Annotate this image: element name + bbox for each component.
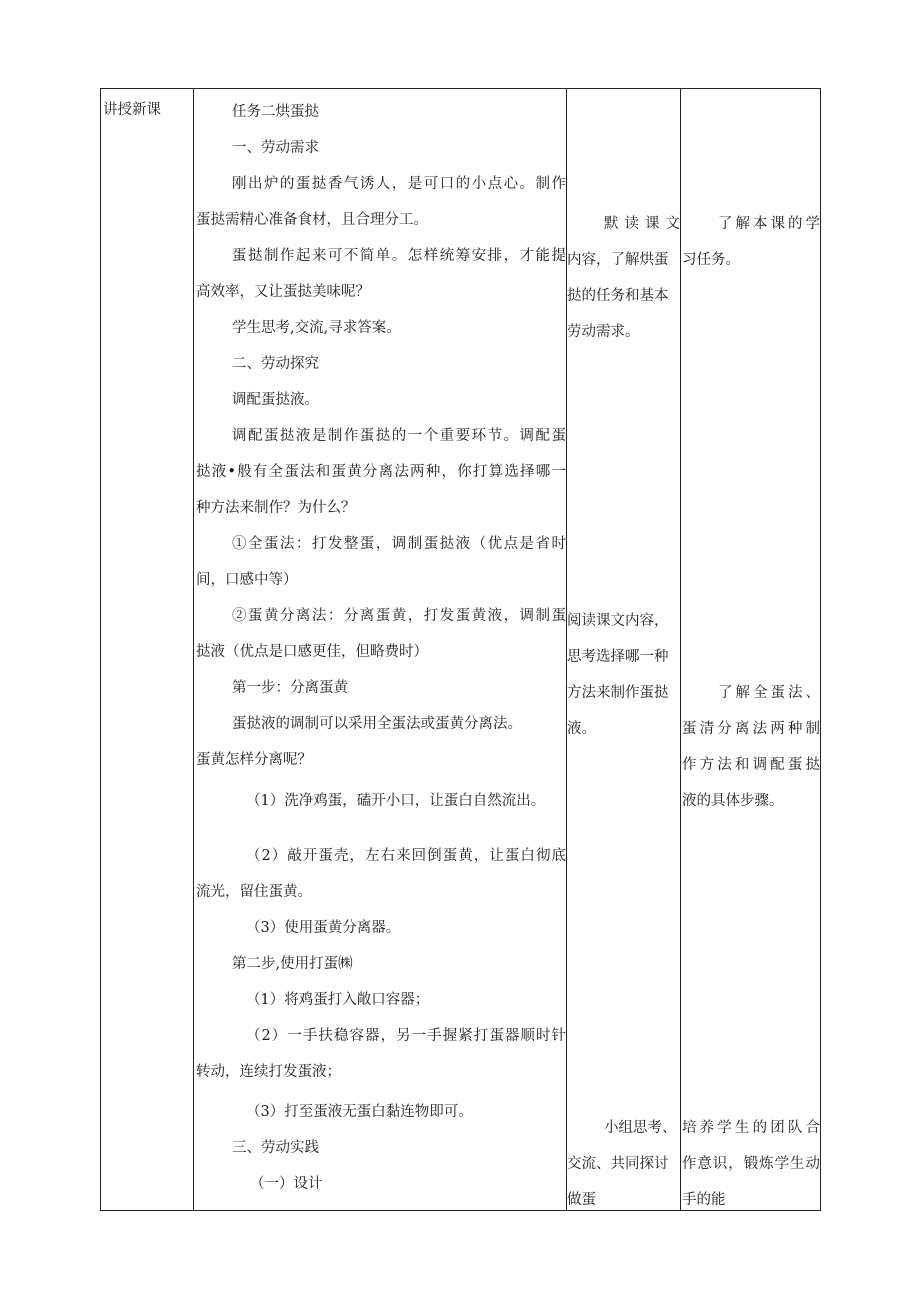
- paragraph-line: ①全蛋法：打发整蛋，调制蛋挞液（优点是省时: [232, 536, 566, 552]
- activity-line: 挞的任务和基本: [567, 288, 669, 304]
- activity-line: 交流、共同探讨: [567, 1156, 669, 1172]
- paragraph-line: 种方法来制作？为什么？: [196, 500, 356, 516]
- list-item: 流光，留住蛋黄。: [196, 884, 312, 900]
- activity-line: 默读课文: [604, 216, 680, 232]
- column-divider: [193, 89, 194, 1210]
- list-item: （2）敲开蛋壳，左右来回倒蛋黄，让蛋白彻底: [246, 848, 566, 864]
- paragraph-line: 蛋挞液的调制可以采用全蛋法或蛋黄分离法。: [232, 716, 522, 732]
- paragraph-line: 间，口感中等）: [196, 572, 298, 588]
- activity-line: 方法来制作蛋挞: [567, 685, 669, 701]
- paragraph-line: 调配蛋挞液。: [232, 392, 319, 408]
- list-item: （3）打至蛋液无蛋白黏连物即可。: [246, 1104, 473, 1120]
- paragraph-line: ②蛋黄分离法：分离蛋黄，打发蛋黄液，调制蛋: [232, 608, 566, 624]
- activity-line: 液。: [567, 721, 596, 737]
- step-one-heading: 第一步：分离蛋黄: [232, 680, 348, 696]
- paragraph-line: 挞液（优点是口感更佳，但略费时）: [196, 644, 428, 660]
- subheading-design: （一）设计: [250, 1176, 323, 1192]
- step-two-heading: 第二步,使用打蛋㈱: [232, 956, 353, 972]
- intent-line: 培养学生的团队合: [682, 1120, 820, 1136]
- paragraph-line: 蛋黄怎样分离呢？: [196, 752, 312, 768]
- intent-line: 手的能: [682, 1192, 726, 1208]
- column-divider: [680, 89, 681, 1210]
- paragraph-line: 蛋挞需精心准备食材，且合理分工。: [196, 212, 428, 228]
- list-item: 转动，连续打发蛋液；: [196, 1064, 341, 1080]
- intent-line: 习任务。: [682, 252, 740, 268]
- activity-line: 做蛋: [567, 1192, 596, 1208]
- paragraph-line: 刚出炉的蛋挞香气诱人，是可口的小点心。制作: [232, 176, 566, 192]
- heading-labor-explore: 二、劳动探究: [232, 356, 319, 372]
- intent-line: 液的具体步骤。: [682, 793, 784, 809]
- section-label: 讲授新课: [103, 102, 161, 118]
- task-title: 任务二烘蛋挞: [232, 104, 319, 120]
- activity-line: 劳动需求。: [567, 324, 640, 340]
- intent-line: 作方法和调配蛋挞: [682, 757, 820, 773]
- heading-labor-practice: 三、劳动实践: [232, 1140, 319, 1156]
- activity-line: 阅读课文内容，: [567, 613, 669, 629]
- paragraph-line: 高效率，又让蛋挞美味呢？: [196, 284, 370, 300]
- paragraph-line: 调配蛋挞液是制作蛋挞的一个重要环节。调配蛋: [232, 428, 566, 444]
- heading-labor-need: 一、劳动需求: [232, 140, 319, 156]
- intent-line: 了解本课的学: [718, 216, 820, 232]
- list-item: （1）洗净鸡蛋，磕开小口，让蛋白自然流出。: [246, 793, 546, 809]
- paragraph-line: 学生思考,交流,寻求答案。: [232, 320, 401, 336]
- activity-line: 思考选择哪一种: [567, 649, 669, 665]
- list-item: （1）将鸡蛋打入敞口容器；: [246, 992, 430, 1008]
- list-item: （2）一手扶稳容器，另一手握紧打蛋器顺时针: [246, 1028, 566, 1044]
- intent-line: 蛋清分离法两种制: [682, 721, 820, 737]
- intent-line: 作意识，锻炼学生动: [682, 1156, 820, 1172]
- paragraph-line: 蛋挞制作起来可不简单。怎样统筹安排，才能提: [232, 248, 566, 264]
- intent-line: 了解全蛋法、: [718, 685, 820, 701]
- paragraph-line: 挞液•般有全蛋法和蛋黄分离法两种，你打算选择哪一: [196, 464, 566, 480]
- activity-line: 内容，了解烘蛋: [567, 252, 669, 268]
- list-item: （3）使用蛋黄分离器。: [246, 920, 401, 936]
- activity-line: 小组思考、: [604, 1120, 677, 1136]
